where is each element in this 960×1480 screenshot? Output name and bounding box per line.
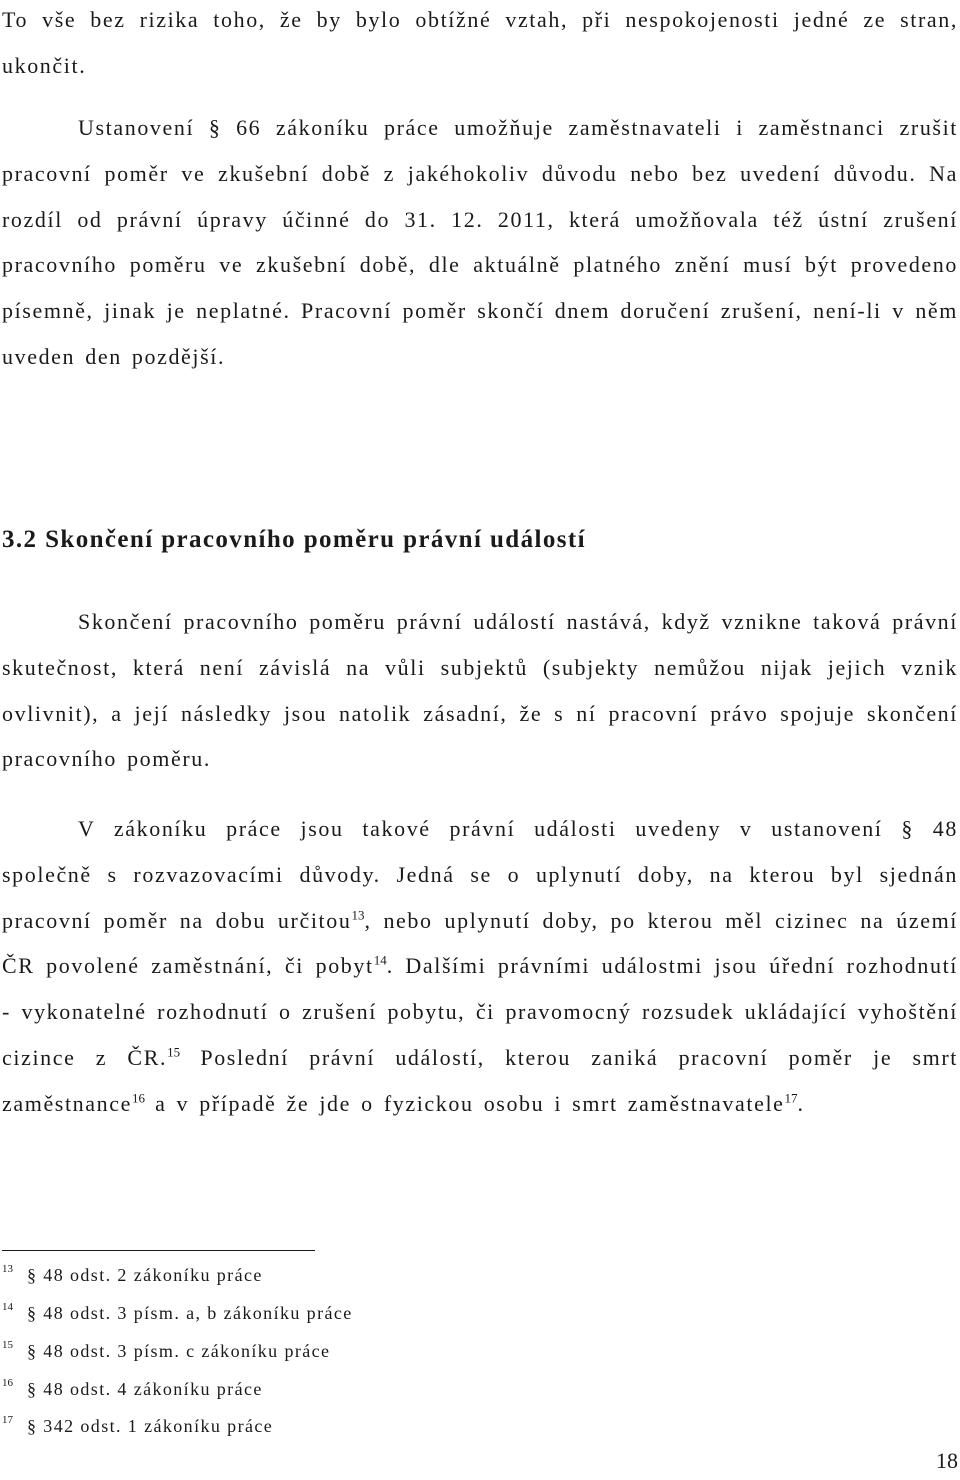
footnote-ref: 16: [131, 1090, 145, 1106]
footnote-15: [2, 1341, 330, 1362]
footnote-number: 15: [2, 1339, 13, 1351]
paragraph-4-text: V zákoníku práce jsou takové právní události uvedeny v ustanovení § 48 společně s rozvazovacími důvody. Jedná se o uplynutí doby, na kterou byl sjednán pracovní poměr na dobu určitou: [2, 816, 958, 933]
footnote-number: 17: [2, 1414, 13, 1426]
paragraph-3: Skončení pracovního poměru právní událostí nastává, když vznikne taková právní skutečnost, která není závislá na vůli subjektů (subjekty nemůžou nijak jejich vznik ovlivnit), a její následky jsou natolik zásadní, že s ní pracovní právo spojuje skončení pracovního poměru.: [2, 609, 958, 772]
paragraph-4-text: Poslední právní událostí, kterou zaniká pracovní poměr je smrt zaměstnance: [2, 1044, 958, 1116]
paragraph-4-text: .: [797, 1090, 805, 1116]
paragraph-4-text: , nebo uplynutí doby, po kterou měl cizinec na území ČR povolené zaměstnání, či pobyt: [2, 907, 958, 979]
footnote-text: § 48 odst. 4 zákoníku práce: [27, 1379, 263, 1399]
footnote-number: 16: [2, 1377, 13, 1389]
footnote-ref: 17: [784, 1090, 798, 1106]
footnote-text: § 342 odst. 1 zákoníku práce: [27, 1416, 274, 1436]
footnote-ref: 15: [167, 1044, 181, 1060]
paragraph-4-text: a v případě že jde o fyzickou osobu i smrt zaměstnavatele: [144, 1090, 785, 1116]
page-number: 18: [936, 1448, 958, 1473]
footnote-text: § 48 odst. 3 písm. a, b zákoníku práce: [27, 1303, 353, 1323]
footnote-text: § 48 odst. 3 písm. c zákoníku práce: [27, 1341, 331, 1361]
footnote-number: 13: [2, 1263, 13, 1275]
paragraph-2: Ustanovení § 66 zákoníku práce umožňuje zaměstnavateli i zaměstnanci zrušit pracovní poměr ve zkušební době z jakéhokoliv důvodu nebo bez uvedení důvodu. Na rozdíl od právní úpravy účinné do 31. 12. 2011, která umožňovala též ústní zrušení pracovního poměru ve zkušební době, dle aktuálně platného znění musí být provedeno písemně, jinak je neplatné. Pracovní poměr skončí dnem doručení zrušení, není-li v něm uveden den pozdější.: [2, 115, 958, 369]
footnote-14: [2, 1303, 353, 1324]
section-heading: 3.2 Skončení pracovního poměru právní událostí: [2, 526, 586, 553]
footnote-17: [2, 1416, 273, 1437]
footnote-text: § 48 odst. 2 zákoníku práce: [27, 1265, 263, 1285]
footnote-number: 14: [2, 1301, 13, 1313]
paragraph-4-text: . Dalšími právními událostmi jsou úřední rozhodnutí - vykonatelné rozhodnutí o zrušení pobytu, či pravomocný rozsudek ukládající vyhoštění cizince z ČR.: [2, 953, 958, 1070]
footnote-ref: 13: [351, 907, 365, 923]
footnote-13: [2, 1265, 263, 1286]
footnote-separator: [2, 1250, 315, 1251]
paragraph-1: To vše bez rizika toho, že by bylo obtížné vztah, při nespokojenosti jedné ze stran, ukončit.: [2, 7, 958, 78]
footnote-ref: 14: [373, 953, 387, 969]
paragraph-4: [2, 806, 958, 1127]
footnote-16: [2, 1379, 263, 1400]
